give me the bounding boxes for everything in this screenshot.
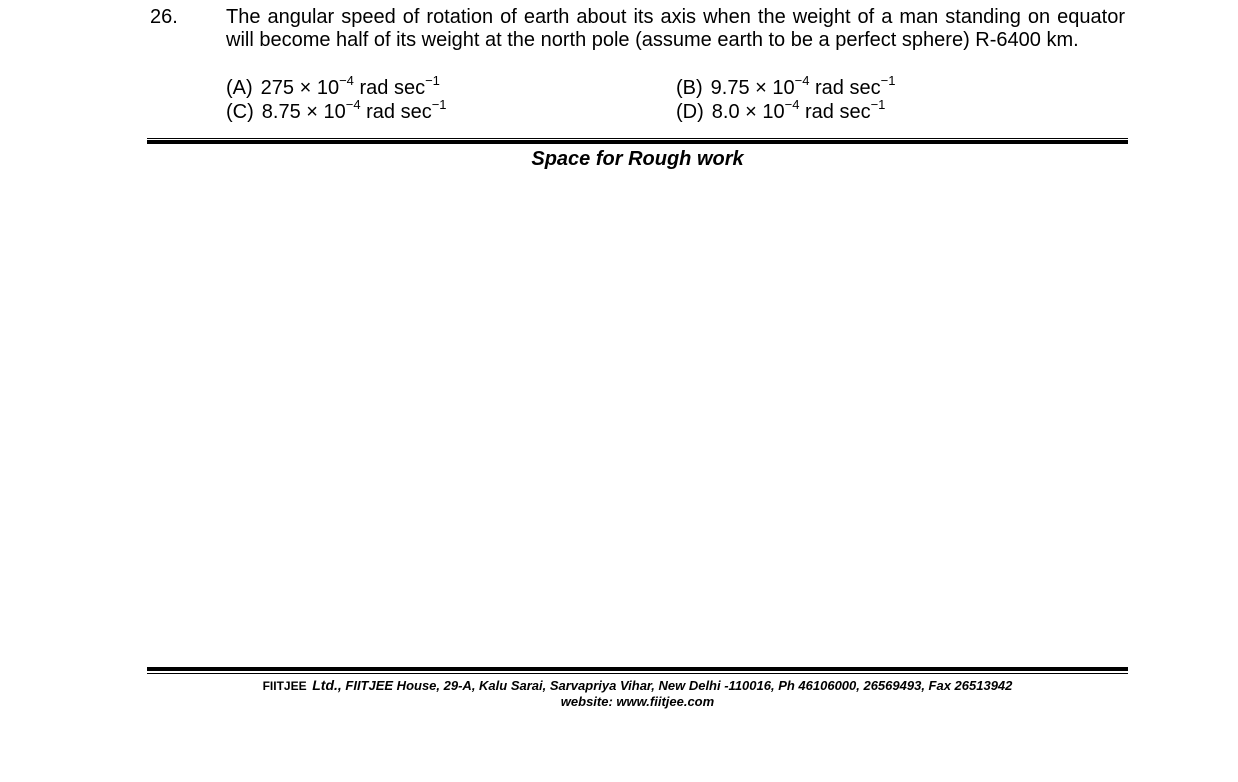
option-d-exp: −4 xyxy=(784,97,800,113)
rough-work-heading: Space for Rough work xyxy=(531,148,744,170)
option-c-unit: rad sec xyxy=(360,101,432,123)
option-c-exp: −4 xyxy=(345,97,361,113)
option-b-unit-exp: −1 xyxy=(880,73,896,89)
option-b-coef: 9.75 × 10 xyxy=(710,77,795,99)
option-a-unit: rad sec xyxy=(353,77,426,99)
option-a-label: (A) xyxy=(226,77,253,99)
question-text: The angular speed of rotation of earth about its axis when the weight of a man standing on equator will become half of its weight at the north pole (assume earth to be a perfect sphere) R-6400 km. xyxy=(226,6,1125,51)
option-d xyxy=(676,97,886,124)
footer-website: website: www.fiitjee.com xyxy=(560,694,715,709)
bottom-divider xyxy=(147,667,1128,674)
option-d-unit-exp: −1 xyxy=(870,97,886,113)
footer-address: FIITJEE House, 29-A, Kalu Sarai, Sarvapriya Vihar, New Delhi -110016, Ph 46106000, 26569493, Fax 26513942 xyxy=(341,678,1013,693)
option-c-label: (C) xyxy=(226,101,254,123)
option-c-unit-exp: −1 xyxy=(431,97,447,113)
option-a-coef: 275 × 10 xyxy=(260,77,340,99)
option-c xyxy=(226,97,447,124)
footer-ltd: Ltd., xyxy=(312,677,342,693)
top-divider xyxy=(147,138,1128,144)
option-b-exp: −4 xyxy=(794,73,810,89)
footer-brand: FIITJEE xyxy=(262,679,307,693)
footer xyxy=(147,678,1128,709)
option-d-coef: 8.0 × 10 xyxy=(711,101,785,123)
option-c-coef: 8.75 × 10 xyxy=(261,101,346,123)
option-a-exp: −4 xyxy=(339,73,354,89)
question-number: 26. xyxy=(150,6,178,28)
option-b-unit: rad sec xyxy=(809,77,881,99)
option-b-label: (B) xyxy=(676,77,703,99)
option-a-unit-exp: −1 xyxy=(425,73,440,89)
option-a xyxy=(226,73,440,100)
option-d-label: (D) xyxy=(676,101,704,123)
footer-address-line xyxy=(147,678,1128,694)
option-d-unit: rad sec xyxy=(799,101,871,123)
